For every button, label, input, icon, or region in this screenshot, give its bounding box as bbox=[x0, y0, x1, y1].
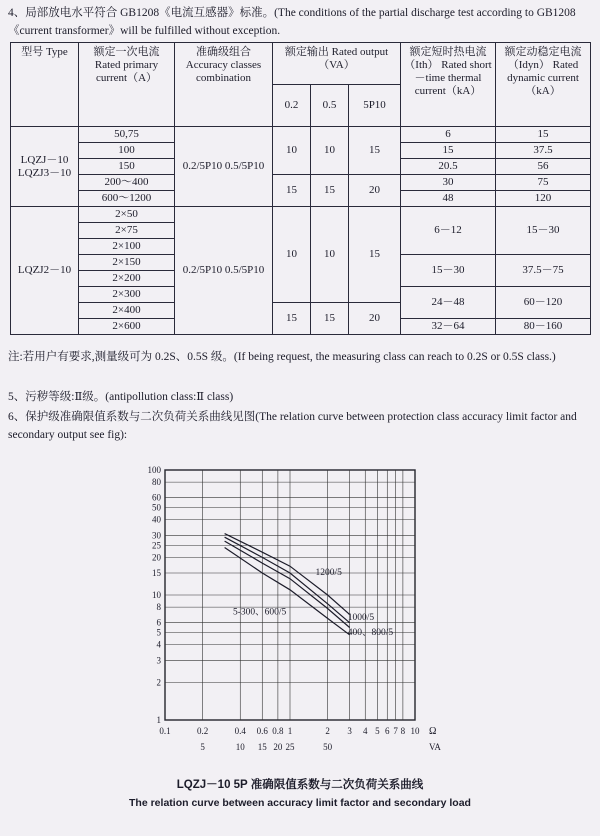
output-cell: 15 bbox=[311, 303, 349, 335]
y-tick-label: 25 bbox=[152, 540, 161, 551]
note-text: 注:若用户有要求,测量级可为 0.2S、0.5S 级。(If being request, the measuring class can reach to 0.2S or 0.5S class.) bbox=[8, 351, 556, 363]
x-tick-label: 0.1 bbox=[159, 726, 171, 736]
va-tick-label: 15 bbox=[257, 742, 267, 752]
primary-cell: 100 bbox=[79, 143, 175, 159]
accuracy-limit-chart bbox=[0, 455, 600, 755]
va-tick-label: 20 bbox=[273, 742, 283, 752]
intro-text: 4、局部放电水平符合 GB1208《电流互感器》标准。(The conditions of the partial discharge test according to GB1208《current transformer》will be fulfilled without exception. bbox=[8, 7, 576, 37]
primary-cell: 2×600 bbox=[79, 319, 175, 335]
output-cell: 20 bbox=[349, 175, 401, 207]
spec-table bbox=[10, 42, 591, 335]
item5-text: 5、污秽等级:Ⅱ级。(antipollution class:Ⅱ class) bbox=[8, 391, 234, 403]
dynamic-cell: 120 bbox=[496, 191, 591, 207]
series-label: 1200/5 bbox=[315, 567, 342, 578]
header-output: 额定输出 Rated output（VA） bbox=[273, 43, 401, 85]
x-tick-label: 10 bbox=[410, 726, 420, 736]
type-cell: LQZJ－10 LQZJ3－10 bbox=[11, 127, 79, 207]
primary-cell: 2×50 bbox=[79, 207, 175, 223]
y-tick-label: 15 bbox=[152, 567, 161, 578]
y-tick-label: 40 bbox=[152, 514, 161, 525]
header-output-col: 0.2 bbox=[273, 85, 311, 127]
series-line bbox=[225, 548, 350, 635]
item6-text: 6、保护级准确限值系数与二次负荷关系曲线见图(The relation curve between protection class accuracy limit factor and secondary output see fig): bbox=[8, 411, 577, 441]
y-tick-label: 4 bbox=[156, 639, 161, 650]
y-tick-label: 5 bbox=[156, 627, 161, 638]
x-tick-label: 2 bbox=[325, 726, 330, 736]
thermal-cell: 6 bbox=[401, 127, 496, 143]
x-tick-label: 1 bbox=[287, 726, 293, 736]
header-dynamic: 额定动稳定电流（Idyn） Rated dynamic current（kA） bbox=[496, 43, 591, 127]
thermal-cell: 32－64 bbox=[401, 319, 496, 335]
y-tick-label: 100 bbox=[147, 465, 161, 475]
output-cell: 10 bbox=[273, 207, 311, 303]
series-label: 5-300、600/5 bbox=[233, 607, 287, 618]
dynamic-cell: 60－120 bbox=[496, 287, 591, 319]
output-cell: 20 bbox=[349, 303, 401, 335]
chart-caption-en: The relation curve between accuracy limit factor and secondary load bbox=[129, 797, 471, 809]
x-tick-label: 4 bbox=[363, 726, 368, 736]
header-output-col: 5P10 bbox=[349, 85, 401, 127]
va-unit-label: VA bbox=[429, 742, 441, 752]
primary-cell: 200～400 bbox=[79, 175, 175, 191]
thermal-cell: 6－12 bbox=[401, 207, 496, 255]
primary-cell: 2×200 bbox=[79, 271, 175, 287]
output-cell: 10 bbox=[273, 127, 311, 175]
accuracy-cell: 0.2/5P10 0.5/5P10 bbox=[175, 207, 273, 335]
series-label: 400、800/5 bbox=[347, 627, 394, 638]
x-unit-label: Ω bbox=[429, 726, 437, 737]
dynamic-cell: 37.5－75 bbox=[496, 255, 591, 287]
header-thermal: 额定短时热电流（Ith） Rated short－time thermal current（kA） bbox=[401, 43, 496, 127]
primary-cell: 150 bbox=[79, 159, 175, 175]
header-primary-current: 额定一次电流 Rated primary current（A） bbox=[79, 43, 175, 127]
dynamic-cell: 15－30 bbox=[496, 207, 591, 255]
primary-cell: 2×300 bbox=[79, 287, 175, 303]
output-cell: 15 bbox=[349, 207, 401, 303]
y-tick-label: 30 bbox=[152, 530, 161, 541]
y-tick-label: 50 bbox=[152, 502, 161, 513]
x-tick-label: 8 bbox=[400, 726, 406, 736]
dynamic-cell: 15 bbox=[496, 127, 591, 143]
output-cell: 15 bbox=[349, 127, 401, 175]
chart-caption-cn: LQZJ－10 5P 准确限值系数与二次负荷关系曲线 bbox=[176, 779, 424, 791]
dynamic-cell: 56 bbox=[496, 159, 591, 175]
primary-cell: 50,75 bbox=[79, 127, 175, 143]
primary-cell: 2×400 bbox=[79, 303, 175, 319]
primary-cell: 2×100 bbox=[79, 239, 175, 255]
output-cell: 15 bbox=[273, 175, 311, 207]
dynamic-cell: 80－160 bbox=[496, 319, 591, 335]
y-tick-label: 2 bbox=[156, 677, 161, 688]
header-output-col: 0.5 bbox=[311, 85, 349, 127]
y-tick-label: 80 bbox=[152, 477, 161, 488]
primary-cell: 2×150 bbox=[79, 255, 175, 271]
x-tick-label: 0.8 bbox=[272, 726, 284, 736]
x-tick-label: 0.4 bbox=[234, 726, 246, 736]
va-tick-label: 50 bbox=[323, 742, 333, 752]
x-tick-label: 5 bbox=[375, 726, 380, 736]
y-tick-label: 6 bbox=[156, 617, 161, 628]
y-tick-label: 1 bbox=[156, 715, 161, 725]
dynamic-cell: 75 bbox=[496, 175, 591, 191]
x-tick-label: 6 bbox=[385, 726, 390, 736]
y-tick-label: 60 bbox=[152, 492, 161, 503]
thermal-cell: 48 bbox=[401, 191, 496, 207]
va-tick-label: 25 bbox=[285, 742, 295, 752]
output-cell: 10 bbox=[311, 207, 349, 303]
header-accuracy: 准确级组合 Accuracy classes combination bbox=[175, 43, 273, 127]
thermal-cell: 30 bbox=[401, 175, 496, 191]
y-tick-label: 8 bbox=[156, 602, 161, 613]
series-label: 1000/5 bbox=[347, 613, 375, 624]
primary-cell: 600～1200 bbox=[79, 191, 175, 207]
primary-cell: 2×75 bbox=[79, 223, 175, 239]
thermal-cell: 24－48 bbox=[401, 287, 496, 319]
output-cell: 15 bbox=[273, 303, 311, 335]
va-tick-label: 5 bbox=[200, 742, 205, 752]
thermal-cell: 15－30 bbox=[401, 255, 496, 287]
type-cell: LQZJ2－10 bbox=[11, 207, 79, 335]
y-tick-label: 10 bbox=[152, 590, 161, 600]
x-tick-label: 3 bbox=[347, 726, 352, 736]
x-tick-label: 7 bbox=[393, 726, 398, 736]
accuracy-cell: 0.2/5P10 0.5/5P10 bbox=[175, 127, 273, 207]
dynamic-cell: 37.5 bbox=[496, 143, 591, 159]
y-tick-label: 20 bbox=[152, 552, 161, 563]
x-tick-label: 0.2 bbox=[197, 726, 209, 736]
thermal-cell: 15 bbox=[401, 143, 496, 159]
header-type: 型号 Type bbox=[11, 43, 79, 127]
x-tick-label: 0.6 bbox=[256, 726, 268, 736]
output-cell: 10 bbox=[311, 127, 349, 175]
va-tick-label: 10 bbox=[235, 742, 245, 752]
thermal-cell: 20.5 bbox=[401, 159, 496, 175]
output-cell: 15 bbox=[311, 175, 349, 207]
y-tick-label: 3 bbox=[156, 655, 161, 666]
